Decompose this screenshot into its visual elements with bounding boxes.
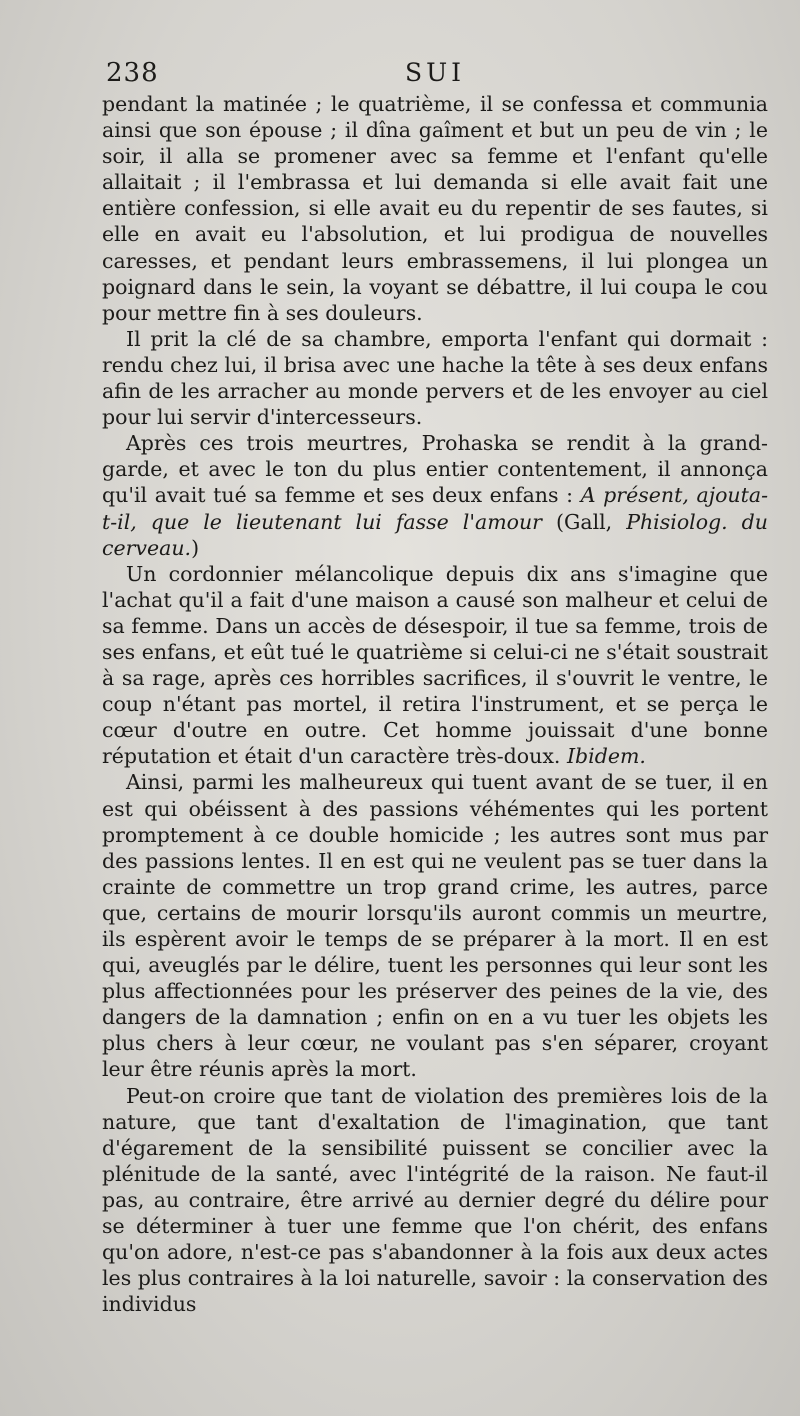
body-text — [102, 91, 768, 1317]
paragraph-text: (Gall, — [542, 509, 627, 534]
book-page — [102, 52, 768, 1392]
paragraph: Il prit la clé de sa chambre, emporta l'enfant qui dormait : rendu chez lui, il brisa avec une hache la tête à ses deux enfans afin de les arracher au monde pervers et de les envoyer au ciel pour lui servir d'intercesseurs. — [102, 326, 768, 430]
citation: Phisiolog. du cerveau. — [102, 509, 769, 560]
paragraph: Peut-on croire que tant de violation des premières lois de la nature, que tant d'exaltation de l'imagination, que tant d'égarement de la sensibilité puissent se concilier avec la plénitude de la santé, avec l'intégrité de la raison. Ne faut-il pas, au contraire, être arrivé au dernier degré du délire pour se déterminer à tuer une femme que l'on chérit, des enfans qu'on adore, n'est-ce pas s'abandonner à la fois aux deux actes les plus contraires à la loi naturelle, savoir : la conservation des individus — [102, 1083, 768, 1317]
paragraph-text: Un cordonnier mélancolique depuis dix ans s'imagine que l'achat qu'il a fait d'une maison a causé son malheur et celui de sa femme. Dans un accès de désespoir, il tue sa femme, trois de ses enfans, et eût tué le quatrième si celui-ci ne s'était soustrait à sa rage, après ces horribles sacrifices, il s'ouvrit le ventre, le coup n'étant pas mortel, il retira l'instrument, et se perça le cœur d'outre en outre. Cet homme jouissait d'une bonne réputation et était d'un caractère très-doux. — [102, 561, 768, 769]
page-number: 238 — [106, 58, 159, 88]
citation: Ibidem. — [566, 744, 646, 769]
paragraph — [102, 561, 768, 770]
page-header — [102, 52, 768, 92]
paragraph — [102, 430, 768, 560]
paragraph-text: Après ces trois meurtres, Prohaska se rendit à la grand-garde, et avec le ton du plus entier contentement, il annonça qu'il avait tué sa femme et ses deux enfans : — [102, 431, 768, 508]
quotation: A présent, ajouta-t-il, que le lieutenant lui fasse l'amour — [102, 483, 769, 534]
paragraph-text: ) — [191, 535, 200, 560]
paragraph: Ainsi, parmi les malheureux qui tuent avant de se tuer, il en est qui obéissent à des passions véhémentes qui les portent promptement à ce double homicide ; les autres sont mus par des passions lentes. Il en est qui ne veulent pas se tuer dans la crainte de commettre un trop grand crime, les autres, parce que, certains de mourir lorsqu'ils auront commis un meurtre, ils espèrent avoir le temps de se préparer à la mort. Il en est qui, aveuglés par le délire, tuent les personnes qui leur sont les plus affectionnées pour les préserver des peines de la vie, des dangers de la damnation ; enfin on en a vu tuer les objets les plus chers à leur cœur, ne voulant pas s'en séparer, croyant leur être réunis après la mort. — [102, 770, 768, 1082]
paragraph-continuation: pendant la matinée ; le quatrième, il se confessa et communia ainsi que son épouse ; il dîna gaîment et but un peu de vin ; le soir, il alla se promener avec sa femme et l'enfant qu'elle allaitait ; il l'embrassa et lui demanda si elle avait fait une entière confession, si elle avait eu du repentir de ses fautes, si elle en avait eu l'absolution, et lui prodigua de nouvelles caresses, et pendant leurs embrassemens, il lui plongea un poignard dans le sein, la voyant se débattre, il lui coupa le cou pour mettre fin à ses douleurs. — [102, 92, 768, 325]
running-head: SUI — [404, 58, 466, 87]
